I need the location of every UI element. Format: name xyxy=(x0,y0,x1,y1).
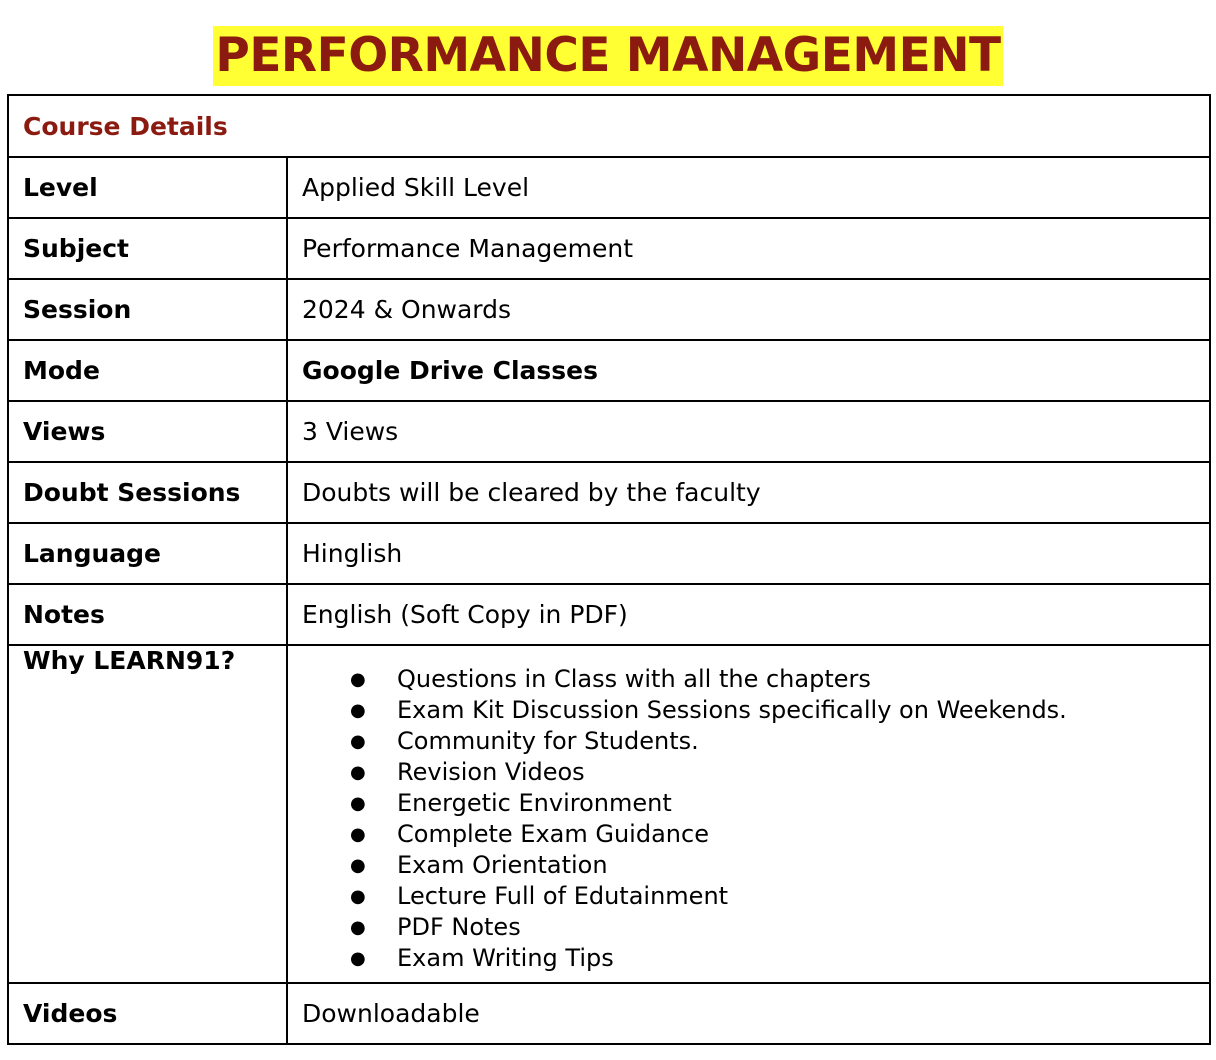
list-item xyxy=(302,757,1195,788)
table-row-language xyxy=(8,523,1210,584)
list-item-text: Exam Writing Tips xyxy=(397,944,614,972)
page-title: PERFORMANCE MANAGEMENT xyxy=(213,26,1002,86)
mode-value: Google Drive Classes xyxy=(287,340,1210,401)
bullet-icon: ● xyxy=(350,731,366,752)
list-item-text: Exam Orientation xyxy=(397,851,608,879)
list-item-text: Community for Students. xyxy=(397,727,699,755)
table-row-level xyxy=(8,157,1210,218)
notes-value: English (Soft Copy in PDF) xyxy=(287,584,1210,645)
level-value: Applied Skill Level xyxy=(287,157,1210,218)
language-value: Hinglish xyxy=(287,523,1210,584)
bullet-icon: ● xyxy=(350,824,366,845)
why-learn91-label: Why LEARN91? xyxy=(8,645,287,983)
table-row-why-learn91 xyxy=(8,645,1210,983)
bullet-icon: ● xyxy=(350,700,366,721)
videos-label: Videos xyxy=(8,983,287,1044)
list-item xyxy=(302,850,1195,881)
videos-value: Downloadable xyxy=(287,983,1210,1044)
list-item xyxy=(302,788,1195,819)
title-container xyxy=(0,26,1216,86)
notes-label: Notes xyxy=(8,584,287,645)
list-item-text: Revision Videos xyxy=(397,758,585,786)
list-item xyxy=(302,881,1195,912)
list-item xyxy=(302,943,1195,974)
table-row-views xyxy=(8,401,1210,462)
doubt-sessions-label: Doubt Sessions xyxy=(8,462,287,523)
course-details-header: Course Details xyxy=(8,95,1210,157)
list-item xyxy=(302,912,1195,943)
table-row-session xyxy=(8,279,1210,340)
level-label: Level xyxy=(8,157,287,218)
subject-value: Performance Management xyxy=(287,218,1210,279)
bullet-icon: ● xyxy=(350,793,366,814)
bullet-icon: ● xyxy=(350,855,366,876)
bullet-icon: ● xyxy=(350,886,366,907)
list-item xyxy=(302,819,1195,850)
list-item-text: Complete Exam Guidance xyxy=(397,820,709,848)
table-row-subject xyxy=(8,218,1210,279)
why-learn91-list xyxy=(302,664,1195,974)
table-row-videos xyxy=(8,983,1210,1044)
list-item-text: Lecture Full of Edutainment xyxy=(397,882,729,910)
list-item xyxy=(302,695,1195,726)
table-row-notes xyxy=(8,584,1210,645)
subject-label: Subject xyxy=(8,218,287,279)
course-details-table xyxy=(7,94,1211,1045)
table-row-doubt-sessions xyxy=(8,462,1210,523)
list-item-text: PDF Notes xyxy=(397,913,521,941)
why-learn91-value xyxy=(287,645,1210,983)
bullet-icon: ● xyxy=(350,948,366,969)
views-label: Views xyxy=(8,401,287,462)
language-label: Language xyxy=(8,523,287,584)
list-item-text: Energetic Environment xyxy=(397,789,672,817)
bullet-icon: ● xyxy=(350,762,366,783)
mode-label: Mode xyxy=(8,340,287,401)
doubt-sessions-value: Doubts will be cleared by the faculty xyxy=(287,462,1210,523)
table-row-mode xyxy=(8,340,1210,401)
table-header-row xyxy=(8,95,1210,157)
list-item xyxy=(302,664,1195,695)
bullet-icon: ● xyxy=(350,917,366,938)
session-label: Session xyxy=(8,279,287,340)
list-item xyxy=(302,726,1195,757)
bullet-icon: ● xyxy=(350,669,366,690)
list-item-text: Questions in Class with all the chapters xyxy=(397,665,871,693)
views-value: 3 Views xyxy=(287,401,1210,462)
list-item-text: Exam Kit Discussion Sessions specifically on Weekends. xyxy=(397,696,1067,724)
session-value: 2024 & Onwards xyxy=(287,279,1210,340)
